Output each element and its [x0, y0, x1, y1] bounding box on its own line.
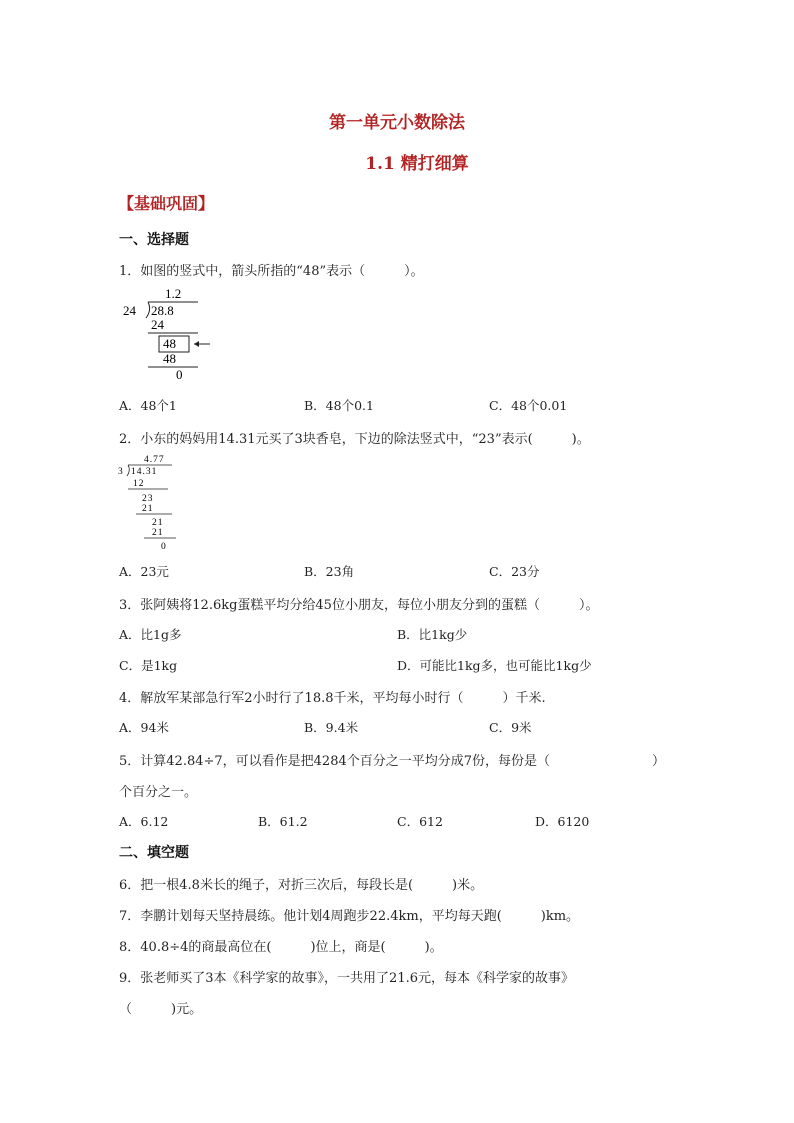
- q1-option-a[interactable]: A．48个1: [119, 398, 177, 413]
- q1-option-b[interactable]: B．48个0.1: [304, 398, 374, 413]
- q1-option-c[interactable]: C．48个0.01: [489, 398, 568, 413]
- section-fill-heading: 二、填空题: [119, 845, 189, 861]
- arrow-head-icon: [194, 341, 199, 347]
- question-8-text: 8．40.8÷4的商最高位在( )位上，商是( )。: [119, 940, 443, 955]
- section-choice-heading: 一、选择题: [119, 232, 189, 248]
- q1-step2: 48: [163, 336, 176, 351]
- q2-option-c[interactable]: C．23分: [489, 564, 540, 579]
- question-1-division-figure: [118, 284, 218, 382]
- question-3-text: 3．张阿姨将12.6kg蛋糕平均分给45位小朋友，每位小朋友分到的蛋糕（ ）。: [119, 598, 599, 613]
- q1-divisor: 24: [123, 303, 136, 318]
- page-title: 第一单元小数除法: [329, 113, 465, 133]
- q1-division-bracket: [146, 302, 150, 318]
- question-2-text: 2．小东的妈妈用14.31元买了3块香皂，下边的除法竖式中，“23”表示( )。: [119, 432, 590, 447]
- q4-option-b[interactable]: B．9.4米: [304, 720, 359, 735]
- q2-divisor: 3: [118, 467, 123, 477]
- question-2-division-figure: [116, 451, 186, 553]
- q2-quotient: 4.77: [144, 455, 165, 465]
- q5-option-a[interactable]: A．6.12: [119, 814, 169, 829]
- q2-option-b[interactable]: B．23角: [304, 564, 355, 579]
- q2-step3: 21: [142, 504, 154, 514]
- q5-option-b[interactable]: B．61.2: [258, 814, 308, 829]
- q1-remainder: 0: [176, 367, 183, 382]
- question-6-text: 6．把一根4.8米长的绳子，对折三次后，每段长是( )米。: [119, 878, 484, 893]
- q5-option-d[interactable]: D．6120: [535, 814, 590, 829]
- q1-step3: 48: [163, 351, 176, 366]
- q3-option-b[interactable]: B．比1kg少: [397, 627, 468, 642]
- page-subtitle: 1.1 精打细算: [365, 154, 469, 174]
- q3-option-d[interactable]: D．可能比1kg多，也可能比1kg少: [397, 658, 592, 673]
- section-tag: 【基础巩固】: [118, 194, 215, 213]
- q2-division-bracket: [127, 465, 129, 476]
- q5-option-c[interactable]: C．612: [397, 814, 443, 829]
- q2-step1: 12: [133, 479, 145, 489]
- q3-option-a[interactable]: A．比1g多: [119, 627, 182, 642]
- q2-step5: 21: [152, 528, 164, 538]
- q2-step4: 21: [152, 518, 164, 528]
- q4-option-a[interactable]: A．94米: [119, 720, 169, 735]
- q1-dividend: 28.8: [151, 303, 174, 318]
- q2-dividend: 14.31: [131, 467, 158, 477]
- question-4-text: 4．解放军某部急行军2小时行了18.8千米，平均每小时行（ ）千米.: [119, 691, 546, 706]
- q2-option-a[interactable]: A．23元: [119, 564, 169, 579]
- question-7-text: 7．李鹏计划每天坚持晨练。他计划4周跑步22.4km，平均每天跑( )km。: [119, 909, 580, 924]
- q2-step2: 23: [142, 494, 154, 504]
- question-9-text-line1: 9．张老师买了3本《科学家的故事》，一共用了21.6元，每本《科学家的故事》: [119, 971, 574, 986]
- question-5-text-line2: 个百分之一。: [119, 785, 198, 800]
- question-1-text: 1．如图的竖式中，箭头所指的“48”表示（ ）。: [119, 264, 424, 279]
- question-5-paren-close: ）: [652, 754, 666, 769]
- question-9-text-line2: （ )元。: [119, 1002, 203, 1017]
- q1-quotient: 1.2: [165, 286, 182, 301]
- q4-option-c[interactable]: C．9米: [489, 720, 532, 735]
- q1-step1: 24: [151, 317, 164, 332]
- q3-option-c[interactable]: C．是1kg: [119, 658, 178, 673]
- question-5-text-line1: 5．计算42.84÷7，可以看作是把4284个百分之一平均分成7份，每份是（: [119, 754, 551, 769]
- q2-remainder: 0: [161, 542, 166, 552]
